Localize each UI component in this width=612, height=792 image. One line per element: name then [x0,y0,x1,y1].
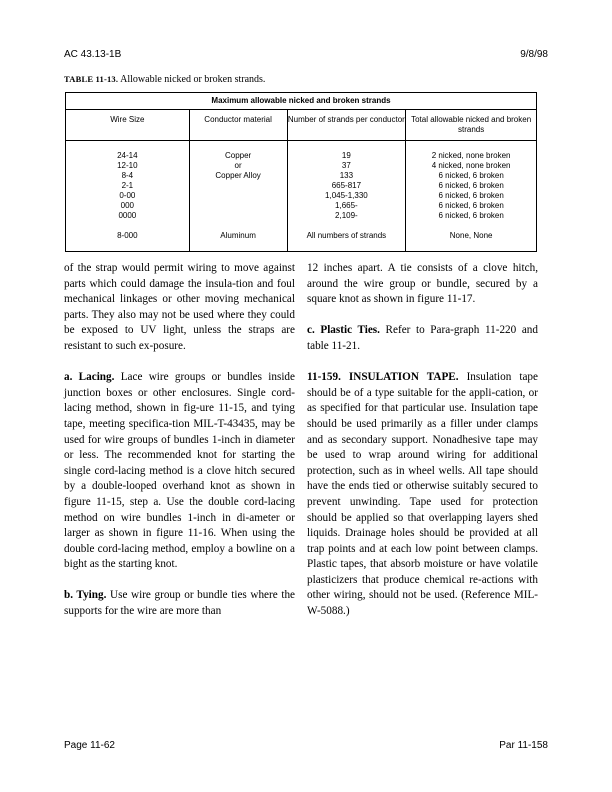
strands-table [65,92,537,252]
column-header: Number of strands per conductor [287,110,406,141]
column-header: Total allowable nicked and broken strands [406,110,537,141]
table-title: Maximum allowable nicked and broken strands [66,93,537,110]
right-column [307,261,538,620]
wire-size-cell: 24-14 12-10 8-4 2-1 0-00 000 0000 8-000 [66,141,190,252]
tying-paragraph [64,588,295,619]
left-column [64,261,295,620]
table-caption-label: TABLE 11-13. [64,74,119,84]
conductor-material-cell: Copper or Copper Alloy Aluminum [189,141,287,252]
insulation-tape-heading: 11-159. INSULATION TAPE. [307,371,459,384]
column-header: Wire Size [66,110,190,141]
doc-date: 9/8/98 [520,49,548,60]
insulation-tape-paragraph [307,370,538,620]
column-header: Conductor material [189,110,287,141]
strap-paragraph: of the strap would permit wiring to move against parts which could damage the insula-tion and foul mechanical linkages or other moving mechanical parts. They also may not be used where they could be exposed to UV light, unless the straps are resistant to such ex-posure. [64,262,295,352]
plastic-ties-paragraph [307,323,538,354]
tie-paragraph: 12 inches apart. A tie consists of a clove hitch, around the wire group or bundle, secured by a square knot as shown in figure 11-17. [307,262,538,306]
plastic-ties-text: Refer to Para-graph 11-220 and table 11-21. [307,324,538,352]
insulation-tape-text: Insulation tape should be of a type suitable for the appli-cation, or as specified for that particular use. Insulation tape should be used primarily as a filler under clamps and as secondary support. Nonadhesive tape may be used to wrap around wiring for additional protection, such as in wheel wells. All tape should have the ends tied or otherwise suitably secured to prevent unwinding. Tape used for protection should be applied so that overlapping layers shed liquids. Drainage holes should be provided at all trap points and at each low point between clamps. Plastic tapes, that absorb moisture or have volatile plasticizers that produce chemical re-actions with other wiring, should not be used. (Reference MIL-W-5088.) [307,371,538,618]
tying-heading: b. Tying. [64,589,107,602]
table-caption-text: Allowable nicked or broken strands. [120,74,266,85]
lacing-paragraph [64,370,295,573]
lacing-text: Lace wire groups or bundles inside junction boxes or other enclosures. Single cord-lacing method, shown in fig-ure 11-15, and tying tape, meeting specifica-tion MIL-T-43435, may be used for wire groups of bundles 1-inch in diameter or less. The recommended knot for starting the single cord-lacing method is a clove hitch secured by a double-looped overhand knot as shown in figure 11-15, step a. Use the double cord-lacing method on wire bundles 1-inch in di-ameter or larger as shown in figure 11-16. When using the double cord-lacing method, employ a bowline on a bight as the starting knot. [64,371,295,571]
paragraph-ref: Par 11-158 [499,740,548,751]
plastic-ties-heading: c. Plastic Ties. [307,324,380,337]
tying-text: Use wire group or bundle ties where the supports for the wire are more than [64,589,295,618]
strand-count-cell: 19 37 133 665-817 1,045-1,330 1,665- 2,109- All numbers of strands [287,141,406,252]
page-number: Page 11-62 [64,740,115,751]
table-caption [64,74,265,85]
allowable-damage-cell: 2 nicked, none broken 4 nicked, none broken 6 nicked, 6 broken 6 nicked, 6 broken 6 nicked, 6 broken 6 nicked, 6 broken 6 nicked, 6 broken None, None [406,141,537,252]
doc-id: AC 43.13-1B [64,49,122,60]
lacing-heading: a. Lacing. [64,371,115,384]
